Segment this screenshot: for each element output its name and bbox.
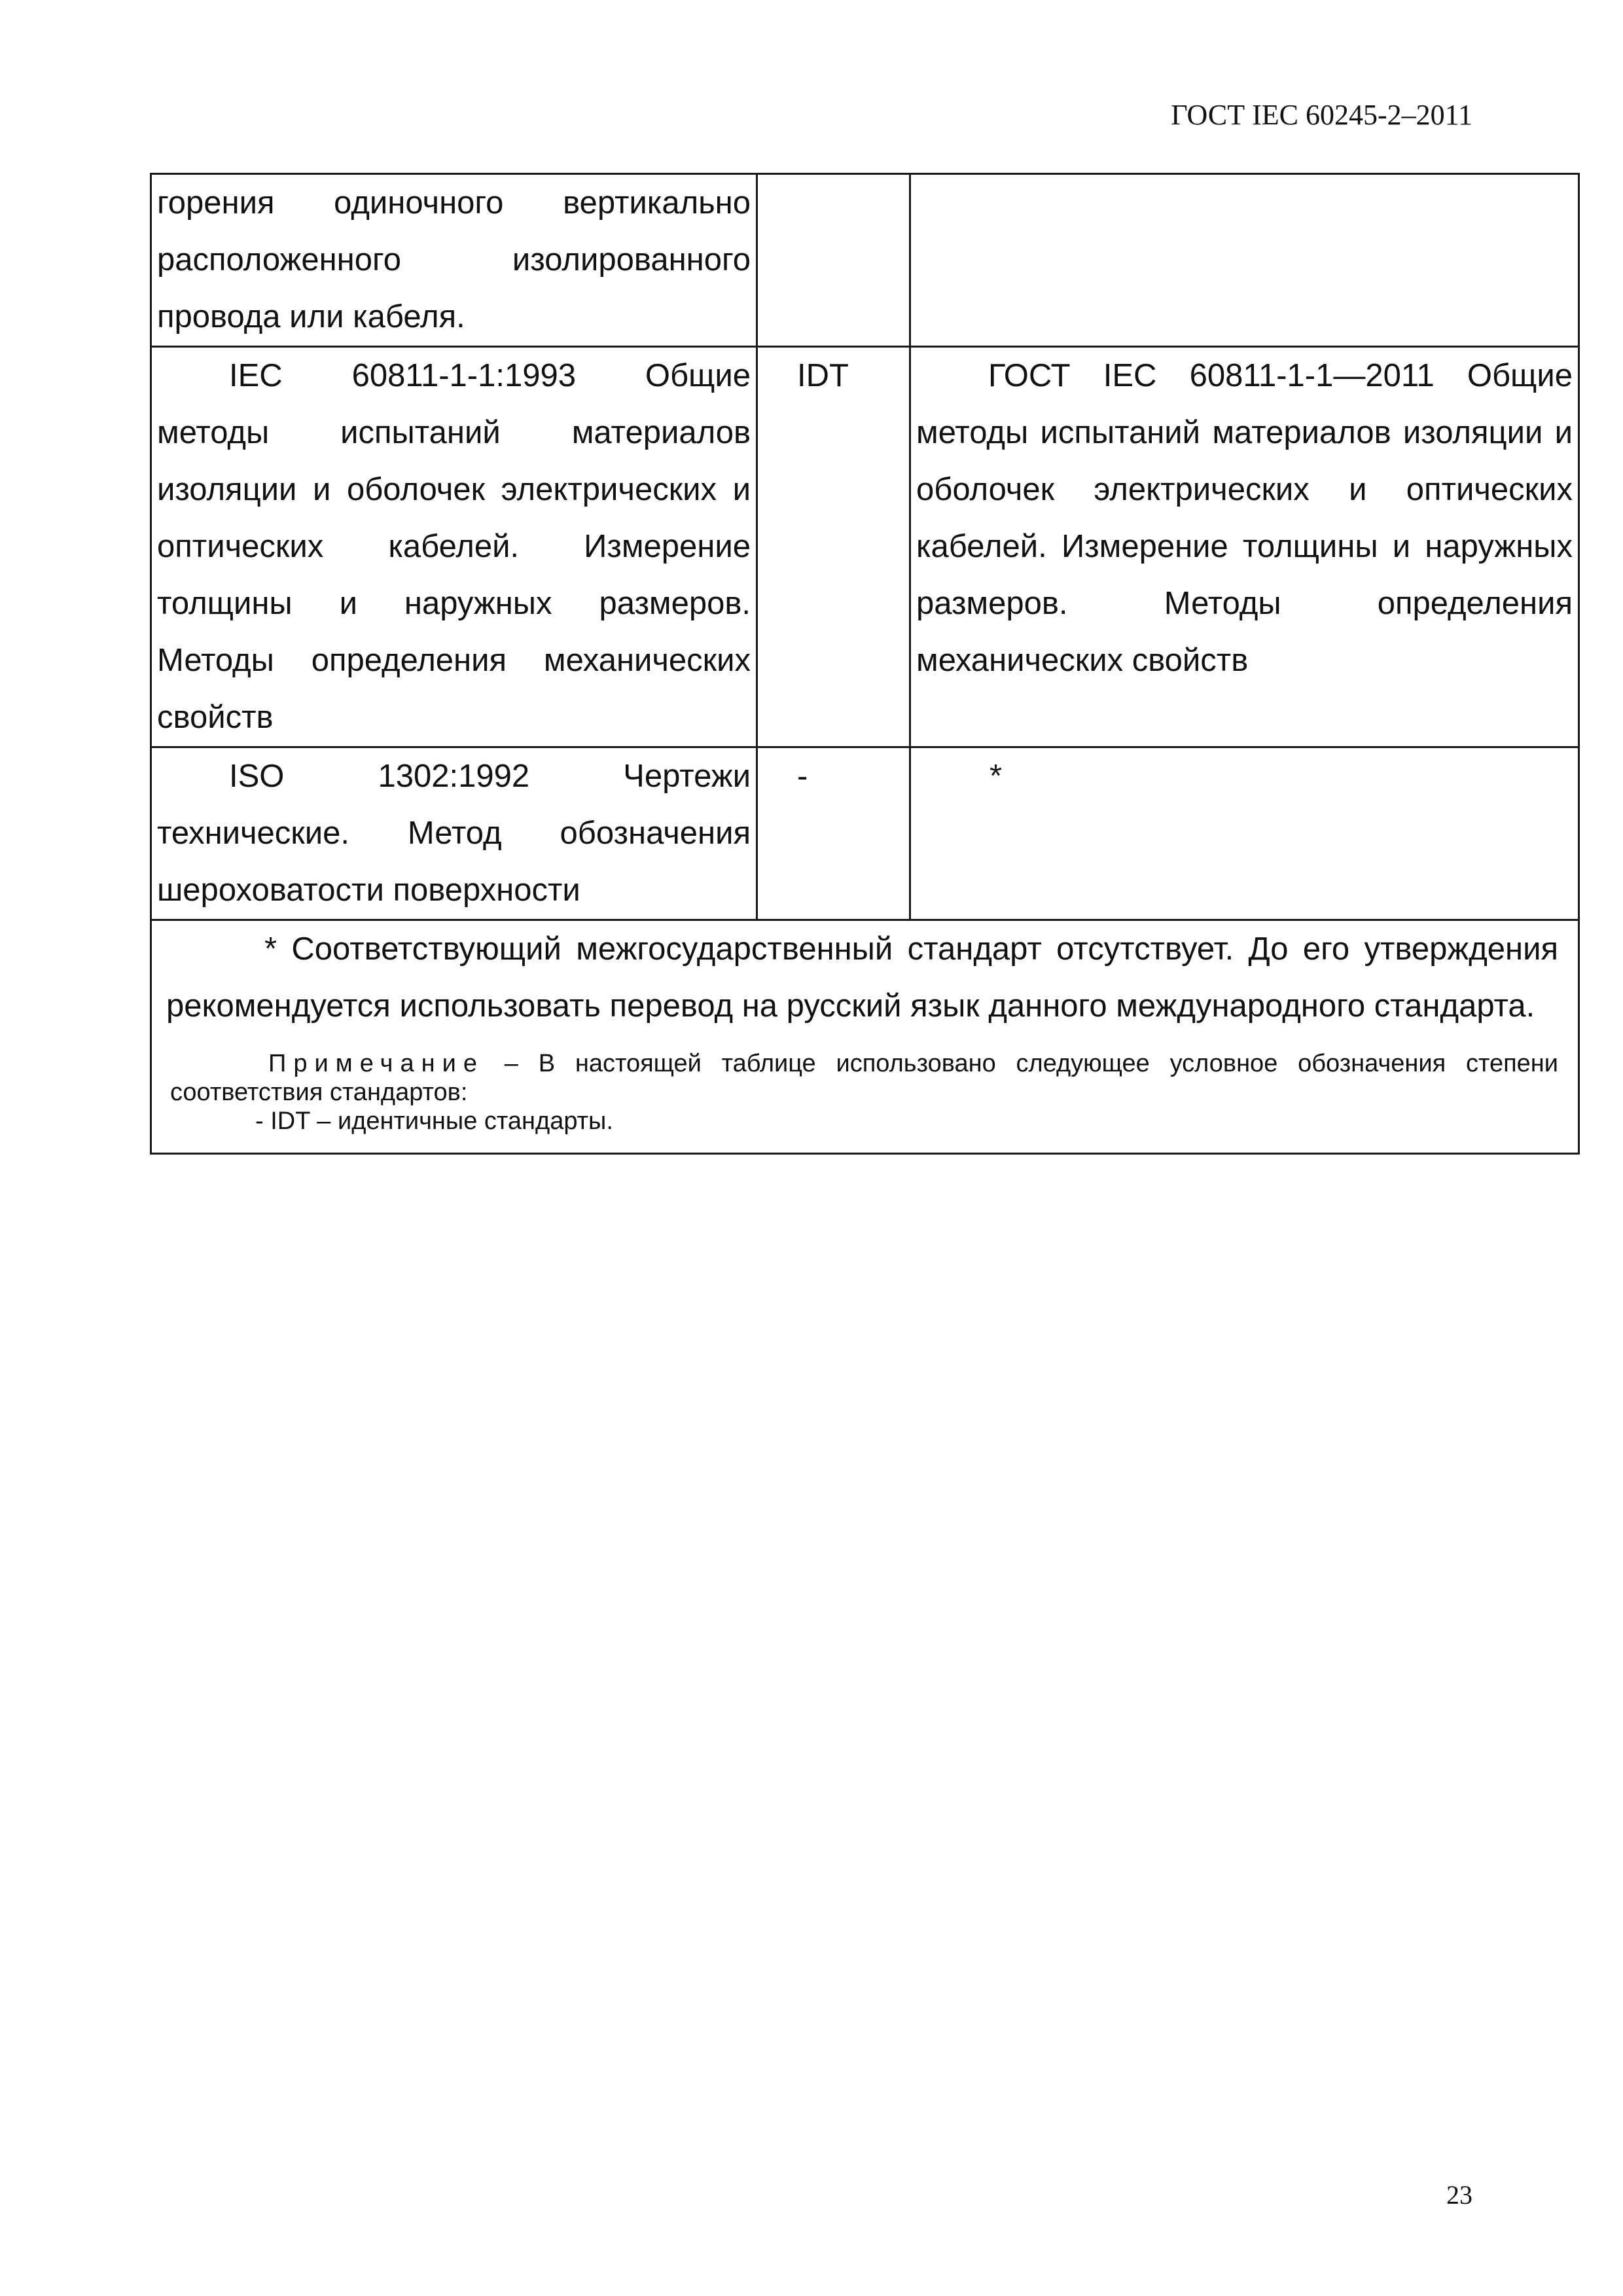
gost-standard-cell bbox=[910, 347, 1579, 747]
degree-cell: - bbox=[757, 747, 910, 920]
degree-cell bbox=[757, 174, 910, 347]
footnote-row bbox=[151, 920, 1579, 1154]
note-block bbox=[166, 1049, 1558, 1136]
international-standard-text: горения одиночного вертикально расположенного изолированного провода или кабеля. bbox=[157, 185, 751, 334]
international-standard-text: IEC 60811-1-1:1993 Общие методы испытаний материалов изоляции и оболочек электрических и оптических кабелей. Измерение толщины и наружных размеров. Методы определения механических свойств bbox=[157, 358, 751, 735]
page-number: 23 bbox=[1446, 2180, 1472, 2210]
note-text: – В настоящей таблице использовано следующее условное обозначения степени соответствия стандартов: bbox=[170, 1050, 1558, 1106]
table-row bbox=[151, 347, 1579, 747]
note-paragraph bbox=[170, 1049, 1558, 1107]
standards-correspondence-table bbox=[150, 173, 1580, 1155]
note-item: - IDT – идентичные стандарты. bbox=[255, 1107, 613, 1135]
footnote-cell bbox=[151, 920, 1579, 1154]
international-standard-cell bbox=[151, 174, 757, 347]
gost-standard-cell: * bbox=[910, 747, 1579, 920]
international-standard-cell bbox=[151, 347, 757, 747]
international-standard-cell bbox=[151, 747, 757, 920]
table-row bbox=[151, 747, 1579, 920]
note-label: Примечание bbox=[268, 1050, 484, 1077]
gost-standard-text: ГОСТ IEC 60811-1-1—2011 Общие методы испытаний материалов изоляции и оболочек электрических и оптических кабелей. Измерение толщины и наружных размеров. Методы определения механических свойств bbox=[916, 358, 1573, 678]
table-row bbox=[151, 174, 1579, 347]
international-standard-text: ISO 1302:1992 Чертежи технические. Метод обозначения шероховатости поверхности bbox=[157, 759, 751, 908]
document-code-header: ГОСТ IEC 60245-2–2011 bbox=[1171, 99, 1472, 131]
gost-standard-cell bbox=[910, 174, 1579, 347]
footnote-text: * Соответствующий межгосударственный стандарт отсутствует. До его утверждения рекомендуется использовать перевод на русский язык данного международного стандарта. bbox=[166, 931, 1558, 1024]
degree-cell: IDT bbox=[757, 347, 910, 747]
